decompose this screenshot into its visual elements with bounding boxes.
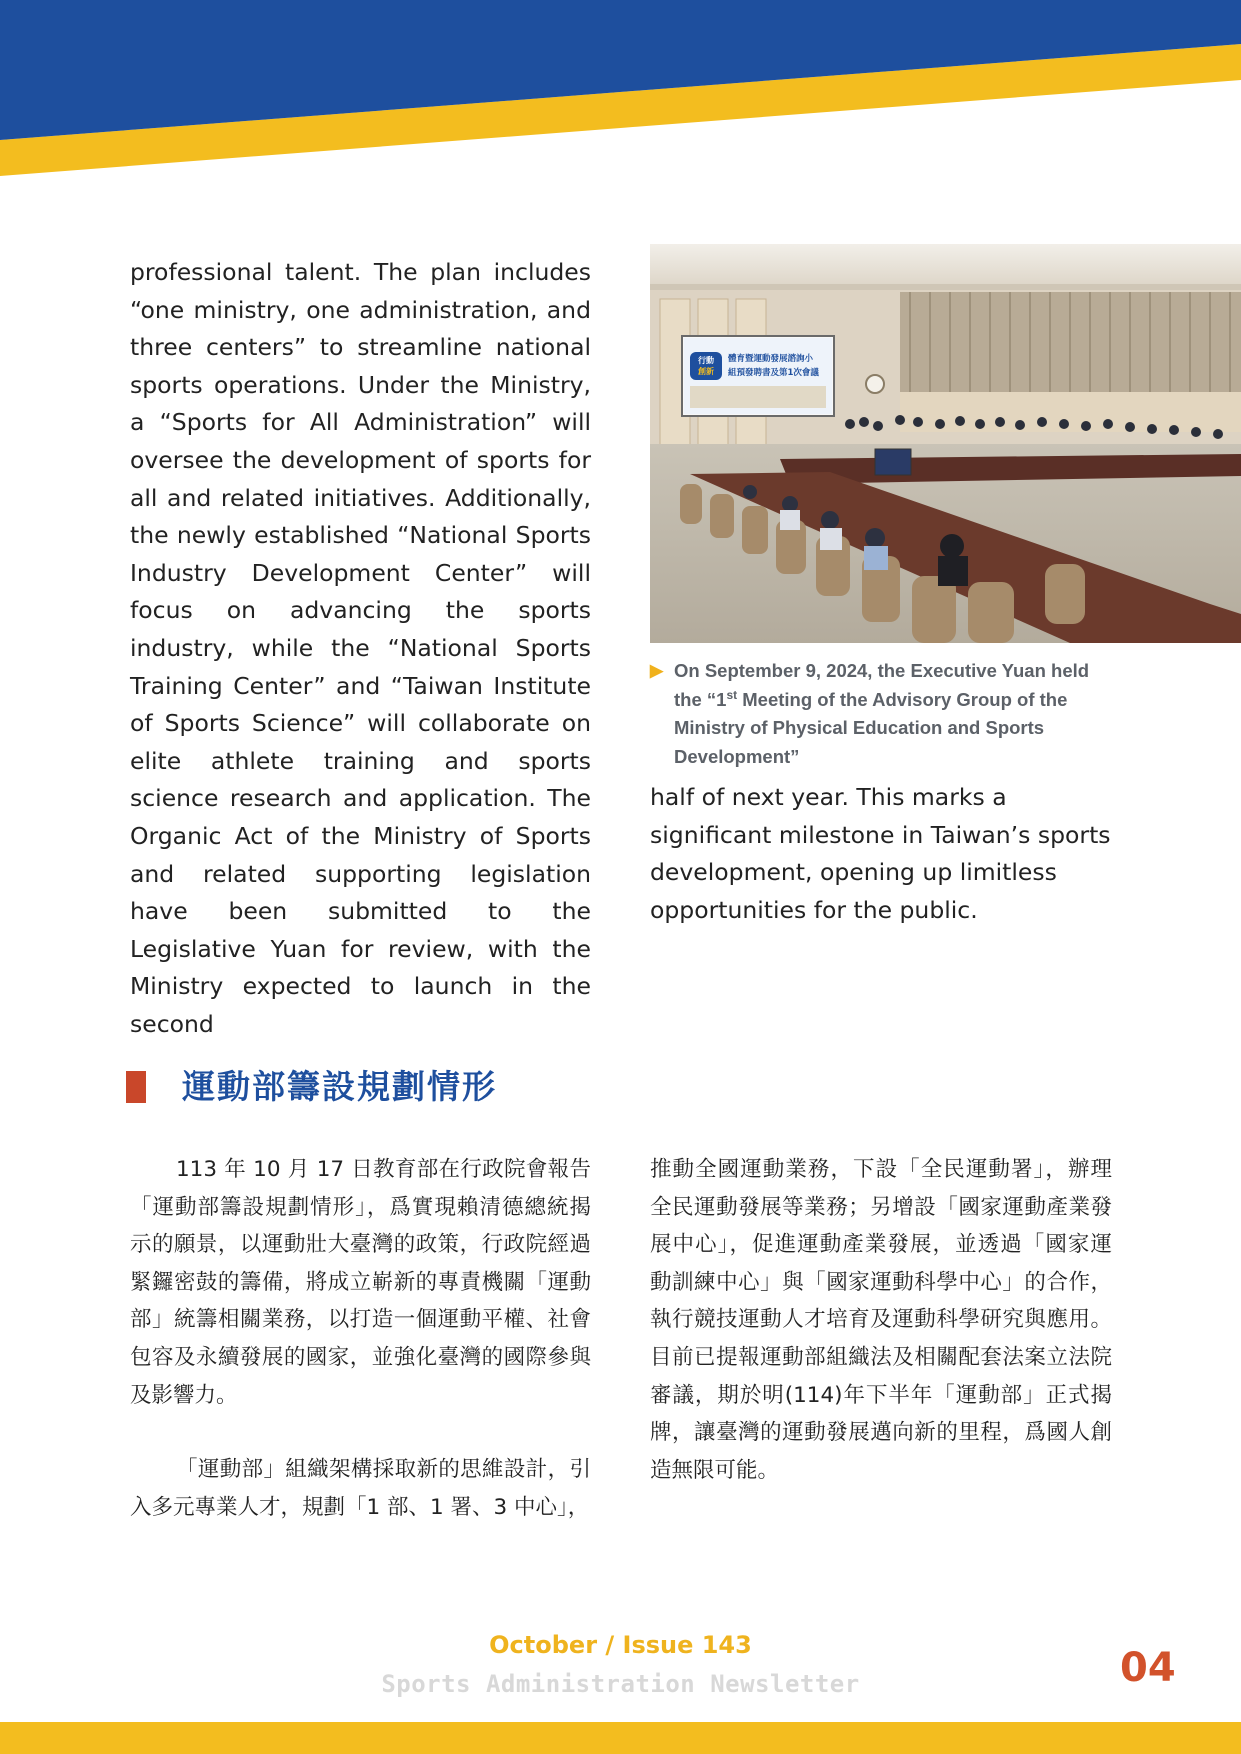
caption-text [650,657,1120,771]
footer-issue: October / Issue 143 [489,1631,752,1659]
chinese-text-right-column [650,1151,1112,1489]
caption-ordinal-suffix: st [726,687,738,702]
screen-logo-line2: 創新 [698,367,714,376]
caption-text-end: Meeting of the Advisory Group of the Ministry of Physical Education and Sports Development” [674,688,1068,767]
meeting-photo-illustration [650,244,1241,643]
caption-marker-icon: ▶ [650,661,664,680]
english-text-right-column [650,779,1120,929]
photo-caption [650,657,1120,771]
meeting-photo [650,244,1241,643]
chinese-paragraph-continued: 推動全國運動業務，下設「全民運動署」，辦理全民運動發展等業務；另增設「國家運動產業發展中心」，促進運動產業發展，並透過「國家運動訓練中心」與「國家運動科學中心」的合作，執行競技運動人才培育及運動科學研究與應用。目前已提報運動部組織法及相關配套法案立法院審議，期於明(114)年下半年「運動部」正式揭牌，讓臺灣的運動發展邁向新的里程，爲國人創造無限可能。 [650,1157,1112,1483]
page-number: 04 [1120,1645,1176,1691]
section-heading-marker [126,1071,146,1103]
section-heading: 運動部籌設規劃情形 [182,1067,497,1106]
english-text-left-column [130,254,591,1043]
screen-title-line2: 組預發聘書及第1次會議 [728,368,819,378]
caption-text-start: On September 9, 2024, the Executive Yuan held the “1 [674,660,1090,710]
chinese-text-left-column [130,1151,591,1526]
footer-newsletter-title: Sports Administration Newsletter [381,1670,860,1698]
chinese-paragraph-2: 「運動部」組織架構採取新的思維設計，引入多元專業人才，規劃「1 部、1 署、3 中心」， [130,1457,591,1520]
english-paragraph: professional talent. The plan includes “one ministry, one administration, and three centers” to streamline national sports operations. Under the Ministry, a “Sports for All Administration” will oversee the development of sports for all and related initiatives. Additionally, the newly established “National Sports Industry Development Center” will focus on advancing the sports industry, while the “National Sports Training Center” and “Taiwan Institute of Sports Science” will collaborate on elite athlete training and sports science research and application. The Organic Act of the Ministry of Sports and related supporting legislation have been submitted to the Legislative Yuan for review, with the Ministry expected to launch in the second [130,258,591,1038]
chinese-paragraph-1: 113 年 10 月 17 日教育部在行政院會報告「運動部籌設規劃情形」，爲實現賴清德總統揭示的願景，以運動壯大臺灣的政策，行政院經過緊鑼密鼓的籌備，將成立嶄新的專責機關「運動部」統籌相關業務，以打造一個運動平權、社會包容及永續發展的國家，並強化臺灣的國際參與及影響力。 [130,1157,591,1408]
screen-logo-line1: 行動 [698,356,714,365]
screen-title-line1: 體育暨運動發展諮詢小 [728,354,814,364]
english-paragraph-continued: half of next year. This marks a significant milestone in Taiwan’s sports development, opening up limitless opportunities for the public. [650,783,1111,924]
bottom-bar [0,1722,1241,1754]
top-banner [0,0,1241,180]
